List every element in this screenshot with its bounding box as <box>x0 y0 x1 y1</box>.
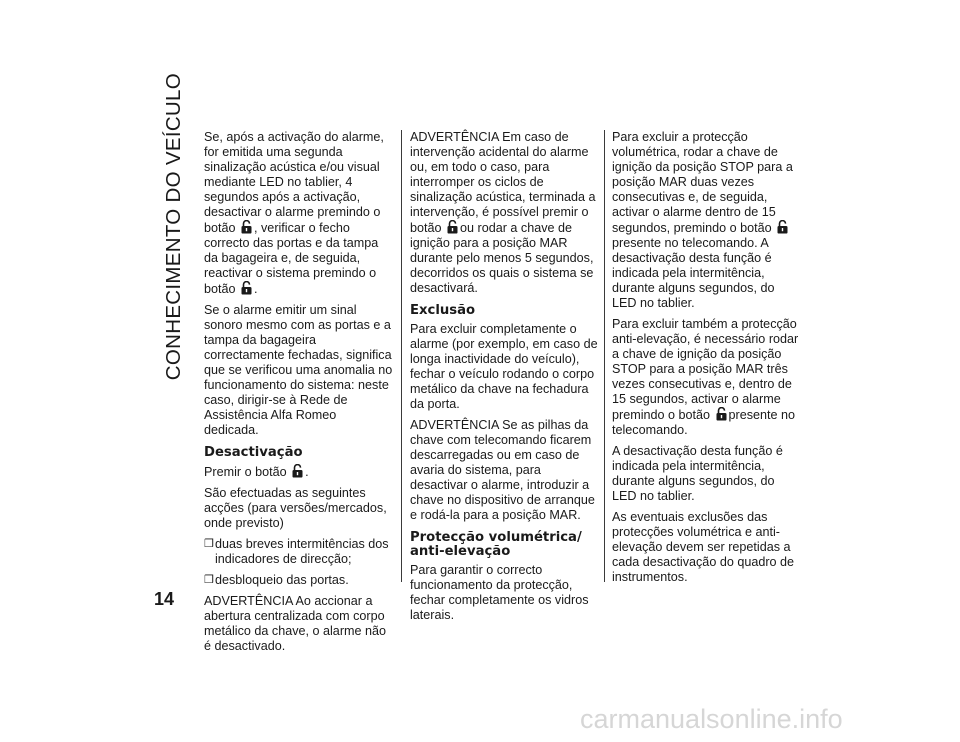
text-run: Para excluir a protecção volumétrica, rodar a chave de ignição da posição STOP para a posição MAR duas vezes consecutivas e, de seguida, activar o alarme dentro de 15 segundos, premindo o botão <box>612 130 793 235</box>
checkbox-bullet-icon: ❒ <box>204 574 214 586</box>
text-run: Para excluir também a protecção anti-elevação, é necessário rodar a chave de ignição da posição STOP para a posição MAR três vezes consecutivas e, dentro de 15 segundos, activar o alarme premindo o botão <box>612 317 799 422</box>
unlock-button-icon <box>241 281 252 295</box>
section-title <box>150 72 198 380</box>
paragraph: São efectuadas as seguintes acções (para versões/mercados, onde previsto) <box>204 486 387 530</box>
page-number: 14 <box>154 589 175 609</box>
text-run: . <box>254 282 258 296</box>
heading-exclusao: Exclusão <box>410 303 476 318</box>
paragraph <box>612 130 802 311</box>
paragraph <box>612 317 802 438</box>
paragraph <box>204 130 394 297</box>
unlock-button-icon <box>716 407 727 421</box>
unlock-button-icon <box>777 220 788 234</box>
paragraph <box>410 130 598 296</box>
paragraph: ADVERTÊNCIA Ao accionar a abertura centralizada com corpo metálico da chave, o alarme não é desactivado. <box>204 594 387 653</box>
heading-line: anti-elevação <box>410 544 511 559</box>
checkbox-bullet-icon: ❒ <box>204 538 214 550</box>
text-run: , verificar o fecho correcto das portas e da tampa da bagageira e, de seguida, reactivar o sistema premindo o botão <box>204 221 379 296</box>
text-run: Premir o botão <box>204 465 287 479</box>
paragraph: ADVERTÊNCIA Se as pilhas da chave com telecomando ficarem descarregadas ou em caso de avaria do sistema, para desactivar o alarme, introduzir a chave no dispositivo de arranque e rodá-la para a posição MAR. <box>410 418 595 522</box>
heading-line: Protecção volumétrica/ <box>410 530 582 545</box>
text-column-3 <box>612 130 802 591</box>
paragraph: Para garantir o correcto funcionamento da protecção, fechar completamente os vidros laterais. <box>410 563 589 622</box>
unlock-button-icon <box>241 220 252 234</box>
column-divider-1 <box>401 130 402 582</box>
heading-proteccao <box>410 531 598 559</box>
watermark: carmanualsonline.info <box>580 704 843 734</box>
paragraph <box>204 464 394 480</box>
text-run: . <box>305 465 309 479</box>
text-run: ou rodar a chave de ignição para a posição MAR durante pelo menos 5 segundos, decorridos os quais o sistema se desactivará. <box>410 221 594 295</box>
list-item <box>204 537 394 567</box>
heading-desactivacao: Desactivação <box>204 445 303 460</box>
list-item-text: desbloqueio das portas. <box>215 573 349 587</box>
paragraph: Para excluir completamente o alarme (por exemplo, em caso de longa inactividade do veículo), fechar o veículo rodando o corpo metálico da chave na fechadura da porta. <box>410 322 598 411</box>
text-run: Se, após a activação do alarme, for emitida uma segunda sinalização acústica e/ou visual mediante LED no tablier, 4 segundos após a activação, desactivar o alarme premindo o botão <box>204 130 384 235</box>
unlock-button-icon <box>447 220 458 234</box>
text-column-1 <box>204 130 394 660</box>
unlock-button-icon <box>292 464 303 478</box>
text-column-2 <box>410 130 598 629</box>
paragraph: As eventuais exclusões das protecções volumétrica e anti-elevação devem ser repetidas a cada desactivação do quadro de instrumentos. <box>612 510 795 584</box>
list-item <box>204 573 394 588</box>
text-run: presente no telecomando. A desactivação desta função é indicada pela intermitência, durante alguns segundos, do LED no tablier. <box>612 236 775 310</box>
section-title-text: CONHECIMENTO DO VEÍCULO <box>162 72 185 380</box>
text-run: presente no telecomando. <box>612 408 796 437</box>
text-run: ADVERTÊNCIA Em caso de intervenção acidental do alarme ou, em todo o caso, para interromper os ciclos de sinalização acústica, terminada a intervenção, é possível premir o botão <box>410 130 596 235</box>
list-item-text: duas breves intermitências dos indicadores de direcção; <box>215 537 389 566</box>
column-divider-2 <box>604 130 605 582</box>
paragraph: A desactivação desta função é indicada pela intermitência, durante alguns segundos, do LED no tablier. <box>612 444 783 503</box>
paragraph: Se o alarme emitir um sinal sonoro mesmo com as portas e a tampa da bagageira correctamente fechadas, significa que se verificou uma anomalia no funcionamento do sistema: neste caso, dirigir-se à Rede de Assistência Alfa Romeo dedicada. <box>204 303 393 437</box>
